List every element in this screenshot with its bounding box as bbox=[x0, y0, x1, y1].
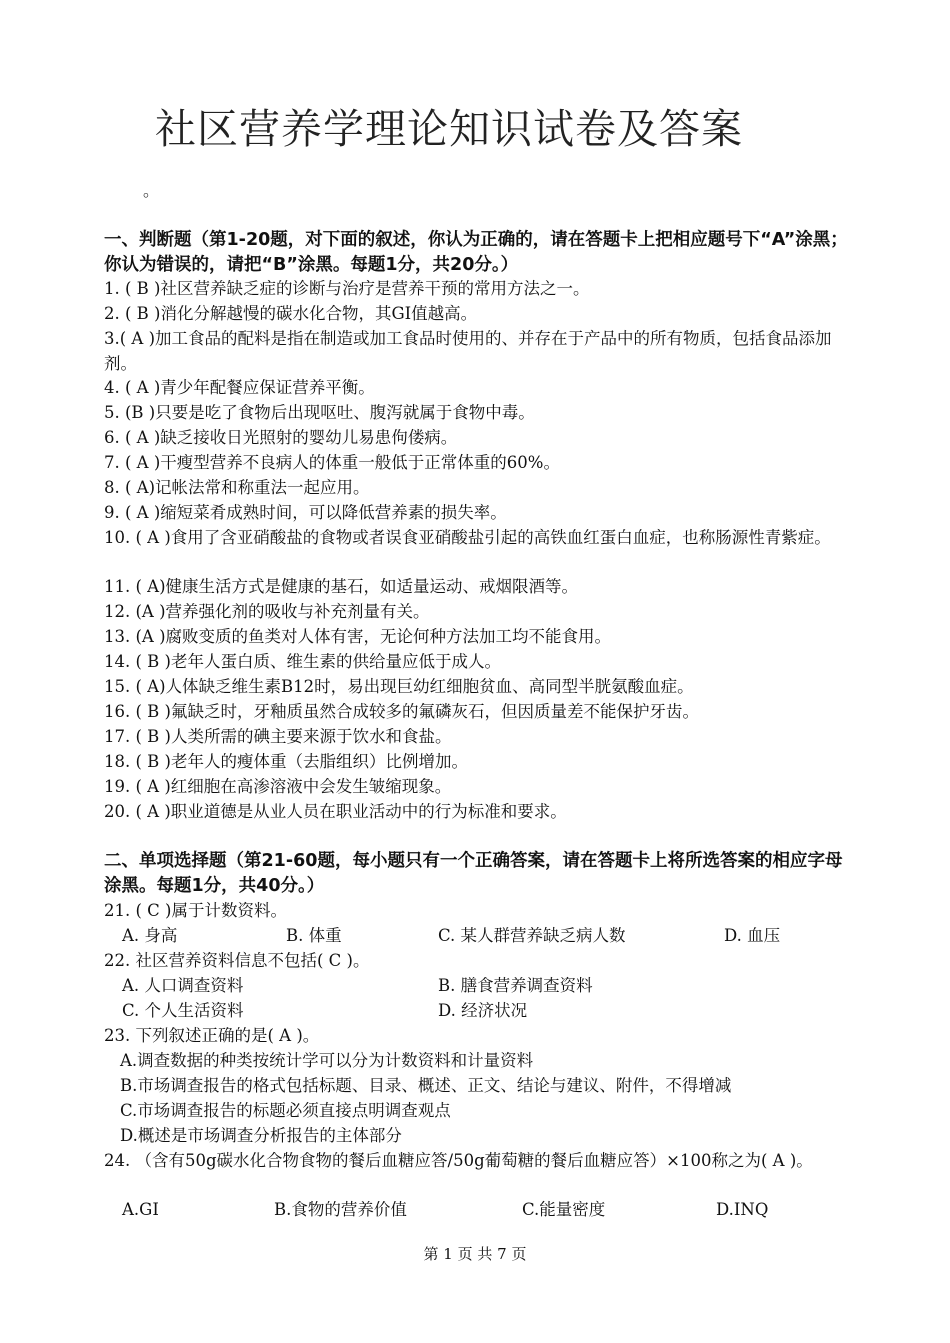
question-1: 1. ( B )社区营养缺乏症的诊断与治疗是营养干预的常用方法之一。 bbox=[104, 279, 590, 298]
question-5: 5. (B )只要是吃了食物后出现呕吐、腹泻就属于食物中毒。 bbox=[104, 403, 535, 422]
question-10: 10. ( A )食用了含亚硝酸盐的食物或者误食亚硝酸盐引起的高铁血红蛋白血症，也称肠源性青紫症。 bbox=[104, 528, 831, 547]
question-23-option-c: C.市场调查报告的标题必须直接点明调查观点 bbox=[120, 1101, 451, 1120]
option-b: B.食物的营养价值 bbox=[274, 1200, 407, 1219]
page-footer: 第 1 页 共 7 页 bbox=[423, 1245, 527, 1263]
question-8: 8. ( A)记帐法常和称重法一起应用。 bbox=[104, 478, 370, 497]
question-21: 21. ( C )属于计数资料。 bbox=[104, 901, 287, 920]
option-c: C. 某人群营养缺乏病人数 bbox=[438, 926, 626, 945]
question-4: 4. ( A )青少年配餐应保证营养平衡。 bbox=[104, 378, 375, 397]
question-13: 13. (A )腐败变质的鱼类对人体有害，无论何种方法加工均不能食用。 bbox=[104, 627, 612, 646]
stray-mark: 。 bbox=[143, 181, 160, 200]
option-a: A. 人口调查资料 bbox=[122, 976, 244, 995]
section1-heading: 一、判断题（第1-20题，对下面的叙述，你认为正确的，请在答题卡上把相应题号下“A”涂黑；你认为错误的，请把“B”涂黑。每题1分，共20分。） bbox=[104, 230, 848, 275]
question-11: 11. ( A)健康生活方式是健康的基石，如适量运动、戒烟限酒等。 bbox=[104, 577, 579, 596]
question-24-options bbox=[122, 1197, 852, 1222]
question-23: 23. 下列叙述正确的是( A )。 bbox=[104, 1026, 320, 1045]
question-19: 19. ( A )红细胞在高渗溶液中会发生皱缩现象。 bbox=[104, 777, 452, 796]
option-d: D. 血压 bbox=[724, 926, 781, 945]
question-7: 7. ( A )干瘦型营养不良病人的体重一般低于正常体重的60%。 bbox=[104, 453, 560, 472]
question-18: 18. ( B )老年人的瘦体重（去脂组织）比例增加。 bbox=[104, 752, 468, 771]
question-14: 14. ( B )老年人蛋白质、维生素的供给量应低于成人。 bbox=[104, 652, 501, 671]
question-15: 15. ( A)人体缺乏维生素B12时，易出现巨幼红细胞贫血、高同型半胱氨酸血症。 bbox=[104, 677, 694, 696]
question-6: 6. ( A )缺乏接收日光照射的婴幼儿易患佝偻病。 bbox=[104, 428, 458, 447]
question-21-options bbox=[122, 923, 852, 948]
option-a: A. 身高 bbox=[122, 926, 178, 945]
question-22-options-row2 bbox=[122, 998, 852, 1023]
option-b: B. 体重 bbox=[286, 926, 342, 945]
question-3: 3.( A )加工食品的配料是指在制造或加工食品时使用的、并存在于产品中的所有物质，包括食品添加剂。 bbox=[104, 329, 832, 373]
question-22: 22. 社区营养资料信息不包括( C )。 bbox=[104, 951, 370, 970]
question-9: 9. ( A )缩短菜肴成熟时间，可以降低营养素的损失率。 bbox=[104, 503, 507, 522]
question-23-option-a: A.调查数据的种类按统计学可以分为计数资料和计量资料 bbox=[120, 1051, 534, 1070]
question-23-option-b: B.市场调查报告的格式包括标题、目录、概述、正文、结论与建议、附件，不得增减 bbox=[120, 1076, 732, 1095]
option-a: A.GI bbox=[122, 1200, 159, 1219]
option-d: D.INQ bbox=[716, 1200, 769, 1219]
question-17: 17. ( B )人类所需的碘主要来源于饮水和食盐。 bbox=[104, 727, 452, 746]
question-22-options-row1 bbox=[122, 973, 852, 998]
question-20: 20. ( A )职业道德是从业人员在职业活动中的行为标准和要求。 bbox=[104, 802, 567, 821]
option-c: C. 个人生活资料 bbox=[122, 1001, 244, 1020]
page-title: 社区营养学理论知识试卷及答案 bbox=[155, 105, 743, 153]
option-d: D. 经济状况 bbox=[438, 1001, 528, 1020]
question-2: 2. ( B )消化分解越慢的碳水化合物，其GI值越高。 bbox=[104, 304, 478, 323]
option-b: B. 膳食营养调查资料 bbox=[438, 976, 593, 995]
option-c: C.能量密度 bbox=[522, 1200, 606, 1219]
section2-heading: 二、单项选择题（第21-60题，每小题只有一个正确答案，请在答题卡上将所选答案的相应字母涂黑。每题1分，共40分。） bbox=[104, 851, 843, 896]
question-16: 16. ( B )氟缺乏时，牙釉质虽然合成较多的氟磷灰石，但因质量差不能保护牙齿。 bbox=[104, 702, 699, 721]
question-24: 24. （含有50g碳水化合物食物的餐后血糖应答/50g葡萄糖的餐后血糖应答）×100称之为( A )。 bbox=[104, 1151, 813, 1170]
question-12: 12. (A )营养强化剂的吸收与补充剂量有关。 bbox=[104, 602, 430, 621]
question-23-option-d: D.概述是市场调查分析报告的主体部分 bbox=[120, 1126, 402, 1145]
